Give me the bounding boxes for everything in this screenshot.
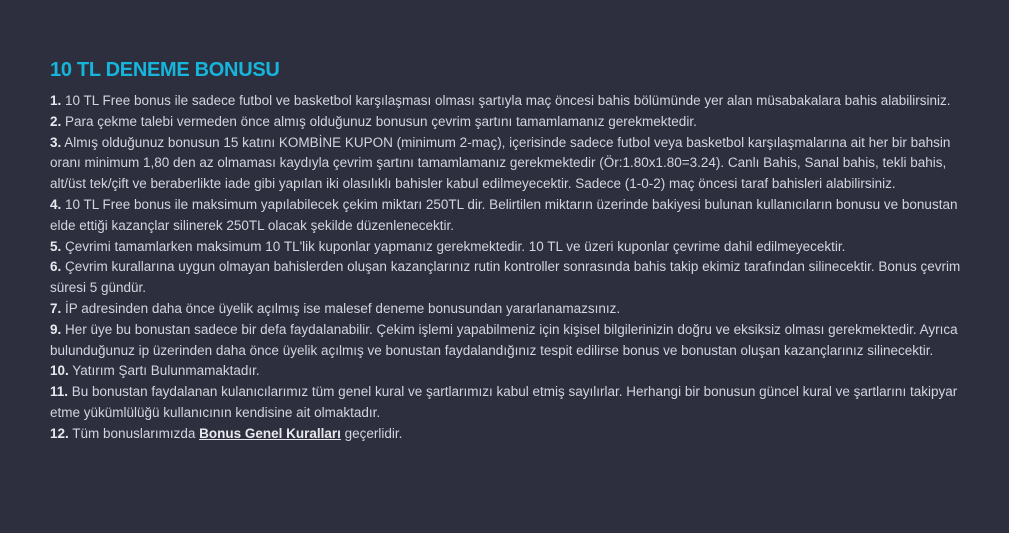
rule-item-2 (50, 112, 965, 133)
rule-number: 9. (50, 321, 62, 337)
rule-text: Bu bonustan faydalanan kulanıcılarımız tüm genel kural ve şartlarımızı kabul etmiş sayılırlar. Herhangi bir bonusun güncel kural ve şartlarını takipyar etme yükümlülüğü kullanıcının kendisine ait olmaktadır. (50, 384, 958, 420)
rule-number: 3. (50, 134, 62, 150)
rule-text: 10 TL Free bonus ile sadece futbol ve basketbol karşılaşması olması şartıyla maç öncesi bahis bölümünde yer alan müsabakalara bahis alabilirsiniz. (61, 93, 951, 108)
rule-text: 10 TL Free bonus ile maksimum yapılabilecek çekim miktarı 250TL dir. Belirtilen miktarın üzerinde bakiyesi bulunan kullanıcıların bonusu ve bonustan elde ettiği kazançlar silinerek 250TL olacak şekilde düzenlenecektir. (50, 196, 958, 233)
bonus-general-rules-link[interactable]: Bonus Genel Kuralları (199, 425, 341, 441)
rule-item-4 (50, 195, 965, 237)
rule-text: Çevrimi tamamlarken maksimum 10 TL'lik kuponlar yapmanız gerekmektedir. 10 TL ve üzeri kuponlar çevrime dahil edilmeyecektir. (61, 238, 846, 254)
rule-number: 11. (50, 384, 69, 400)
rule-text: geçerlidir. (340, 425, 403, 441)
page-title: 10 TL DENEME BONUSU (50, 59, 280, 81)
bonus-terms-section (50, 56, 965, 445)
rule-item-5 (50, 237, 965, 258)
rule-number: 12. (50, 425, 69, 441)
rule-number: 1. (50, 93, 62, 108)
rule-text: Çevrim kurallarına uygun olmayan bahislerden oluşan kazançlarınız rutin kontroller sonrasında bahis takip ekimiz tarafından silinecektir. Bonus çevrim süresi 5 gündür. (50, 259, 961, 296)
rule-number: 5. (50, 238, 62, 254)
rule-text: İP adresinden daha önce üyelik açılmış ise malesef deneme bonusundan yararlanamazsınız. (61, 300, 621, 316)
rule-item-10 (50, 361, 965, 382)
rule-number: 2. (50, 113, 62, 129)
rule-number: 4. (50, 196, 62, 212)
rule-text: Her üye bu bonustan sadece bir defa faydalanabilir. Çekim işlemi yapabilmeniz için kişisel bilgilerinizin doğru ve eksiksiz olması gerekmektedir. Ayrıca bulunduğunuz ip üzerinden daha önce üyelik açılmış ve bonustan faydalandığınız tespit edilirse bonus ve bonustan oluşan kazançlarınız silinecektir. (50, 321, 958, 358)
rule-text: Tüm bonuslarımızda (68, 425, 200, 441)
rule-item-7 (50, 299, 965, 320)
rule-item-1 (50, 91, 965, 112)
rule-item-3 (50, 133, 965, 195)
rule-item-6 (50, 257, 965, 299)
rule-text: Para çekme talebi vermeden önce almış olduğunuz bonusun çevrim şartını tamamlamanız gerekmektedir. (61, 113, 697, 129)
rule-item-12 (50, 424, 965, 445)
rule-number: 7. (50, 300, 62, 316)
rule-number: 10. (50, 363, 69, 379)
rule-item-9 (50, 320, 965, 362)
rule-number: 6. (50, 259, 62, 275)
rule-text: Almış olduğunuz bonusun 15 katını KOMBİNE KUPON (minimum 2-maç), içerisinde sadece futbol veya basketbol karşılaşmalarına ait her bir bahsin oranı minimum 1,80 den az olmaması kaydıyla çevrim şartını tamamlamanız gerekmektedir (Ör:1.80x1.80=3.24). Canlı Bahis, Sanal bahis, tekli bahis, alt/üst tek/çift ve beraberlikte iade gibi yapılan iki olasılıklı bahisler kabul edilmeyecektir. Sadece (1-0-2) maç öncesi taraf bahisleri alabilirsiniz. (50, 134, 951, 192)
rule-text: Yatırım Şartı Bulunmamaktadır. (68, 363, 260, 379)
rule-item-11 (50, 382, 965, 424)
